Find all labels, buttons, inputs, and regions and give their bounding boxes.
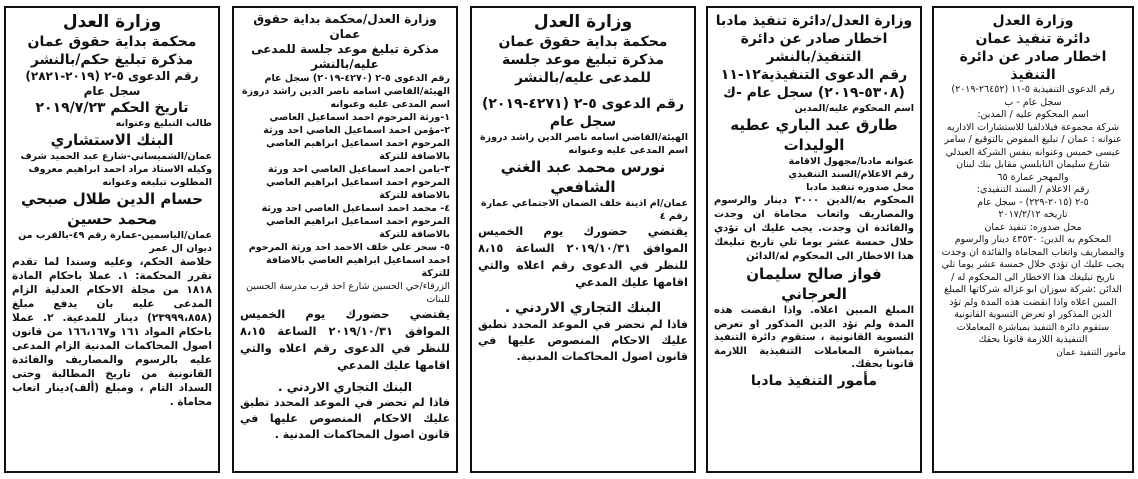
defendant-address: الزرقاء/حي الحسين شارع احد قرب مدرسة الحسين للبنات [246,281,450,305]
notice-title: اخطار صادر عن دائرة التنفيذ/بالنشر [740,31,888,65]
debtor-address: عنوانه مادبا/مجهول الاقامة [788,156,914,167]
closing-text: فاذا لم تحضر في الموعد المحدد تطبق عليك الاحكام المنصوص عليها في قانون اصول المحاكمات المدنية . [240,396,450,441]
defendant-item: ٤- محمد احمد اسماعيل العاصي احد ورثة المرحوم احمد اسماعيل ابراهيم العاصي بالاضافة للتركة [261,203,450,240]
department-name: دائرة تنفيذ عمان [975,31,1091,47]
defendant-item: ٣-يامن احمد اسماعيل العاصي احد ورثة المرحوم احمد اسماعيل ابراهيم العاصي بالاضافة للتركة [266,164,450,201]
case-register: سجل عام [549,114,617,130]
debtor-name: شركة مجموعة فيلادلفيا للاستشارات الاداريه [946,121,1120,133]
notice-title: مذكرة تبليغ موعد جلسة للمدعى عليه/بالنشر [501,52,665,86]
case-number-2: (٥٣٠٨-٢٠١٩) سجل عام -ك [723,85,905,101]
ministry-title: وزارة العدل [533,12,633,32]
debtor-address: عنوانه : عمان / تبليغ المفوض بالتوقيع / سامر عيسى خميس وعنوانه بنفس الشركة العبدلي شارع سليمان النابلسي مقابل بنك لبنان والمهجر عمارة ٦٥ [944,134,1122,183]
notice-hearing-date-1 [232,6,458,473]
notice-title: مذكرة تبليغ حكم/بالنشر [30,52,194,68]
requester-label: طالب التبليغ وعنوانه [115,118,212,129]
ministry-title: وزارة العدل [62,12,162,32]
defendant-address: عمان/ام اذينة خلف الضمان الاجتماعي عمارة رقم ٤ [481,198,688,222]
execution-body: المحكوم به الدين: ٤٣٥٣٠ دينار والرسوم والمصاريف واتعاب المحاماة والفائدة ان وجدت يجب عليك ان تؤدي خلال خمسة عشر يوما تلي تاريخ تبليغك هذا الاخطار الى المحكوم له / الدائن :شركة سوزان ابو غزاله شركاتها المبلغ المبين اعلاه واذا انقضت هذه المدة ولم تؤد الدين المذكور او تعرض التسوية القانونية ستقوم دائرة التنفيذ بمباشرة المعاملات التنفيذية اللازمة قانونا بحقك [941,234,1125,345]
case-number: رقم الدعوى ٥-٢ (٤٢٧٠-٢٠١٩) سجل عام [264,73,450,84]
court-name: محكمة بداية حقوق عمان [498,34,668,50]
issue-place: محل صدوره تنفيذ مادبا [806,182,914,193]
plaintiff-bank: البنك التجاري الاردني . [504,300,662,316]
hearing-body: يقتضي حضورك يوم الخميس الموافق ٢٠١٩/١٠/٣١ الساعة ٨،١٥ للنظر في الدعوى رقم اعلاه والتي اقامها عليك المدعي [478,224,688,289]
defendant-item: ١-ورثة المرحوم احمد اسماعيل العاصي [269,112,450,123]
signature: مأمور التنفيذ عمان [1056,347,1126,358]
header-title: وزارة العدل/محكمة بداية حقوق عمان [253,12,437,41]
notice-title: اخطار صادر عن دائرة التنفيذ [959,49,1107,83]
defendants-label: اسم المدعى عليه وعنوانه [330,99,450,110]
notice-title: مذكرة تبليغ موعد جلسة للمدعى عليه/بالنشر [251,42,439,71]
requester-address: عمان/الشميساني-شارع عبد الحميد شرف [20,151,212,162]
judgment-summary: خلاصة الحكم، وعليه وسندا لما تقدم تقرر المحكمة: ١. عملا باحكام المادة ١٨١٨ من مجلة الاحكام العدلية الزام المدعى عليه بان يدفع مبلغ (٢٣٩٩٩،٨٥٨) دينار للمدعية. ٢. عملا باحكام المواد ١٦١ و١٦٦،١٦٧ من قانون اصول المحاكمات المدنية الزام المدعى عليه بالرسوم والمصاريف والفائدة القانونية من تاريخ المطالبة وحتى السداد التام ، ومبلغ (ألف)دينار اتعاب محاماة . [12,256,213,408]
ministry-title: وزارة العدل [992,13,1074,29]
closing-text: فاذا لم تحضر في الموعد المحدد تطبق عليك الاحكام المنصوص عليها في قانون اصول المحاكمات المدنية. [478,318,688,363]
defendant-item: ٥- سحر علي خلف الاحمد احد ورثة المرحوم احمد اسماعيل ابراهيم العاصي بالاضافة للتركة [248,242,450,279]
notice-amman-execution [932,6,1134,473]
notice-madaba-execution [706,6,922,473]
defendant-address: عمان/الياسمين-عمارة رقم ٤٩-بالقرب من ديوان ال عمر [18,230,212,254]
debtor-label: اسم المحكوم عليه/المدين [794,103,914,114]
reference-date: تاريخه ٢٠١٧/٢/١٢ [998,209,1068,220]
judge-panel: الهيئة/القاضي اسامه ناصر الدين راشد دروزة [480,132,688,143]
attorney-name: وكيله الاستاذ مراد احمد ابراهيم معروف [28,164,212,175]
requester-party: البنك الاستشاري [50,131,174,149]
case-register: سجل عام - ب [1004,96,1062,108]
judge-panel: الهيئة/القاضي اسامه ناصر الدين راشد دروزة [242,86,450,97]
debtor-label: اسم المحكوم عليه / المدين: [977,109,1089,120]
defendant-name: نورس محمد عبد الغني الشافعي [500,158,666,196]
defendant-label: اسم المدعى عليه وعنوانه [568,145,688,156]
case-number: رقم الدعوى التنفيذية١٢-١١ [720,67,908,83]
execution-body-2: المبلغ المبين اعلاه. واذا انقضت هذه المدة ولم تؤد الدين المذكور او تعرض التسوية القانونية ، ستقوم دائرة التنفيذ بمباشرة المعاملات التنفيذية اللازمة قانونا بحقك. [714,305,914,370]
issue-place: محل صدوره: تنفيذ عمان [984,221,1082,233]
reference-label: رقم الاعلام / السند التنفيذي: [976,184,1090,195]
defendant-item: ٢-مؤمن احمد اسماعيل العاصي احد ورثة المرحوم احمد اسماعيل ابراهيم العاصي بالاضافة للتركة [263,125,450,162]
notice-judgment-notification [4,6,220,473]
hearing-body: يقتضي حضورك يوم الخميس الموافق ٢٠١٩/١٠/٣١ الساعة ٨،١٥ للنظر في الدعوى رقم اعلاه والتي اقامها عليك المدعي [240,307,450,372]
case-number: رقم الدعوى ٥-٢ (٤٢٧١-٢٠١٩) [481,96,685,112]
header-title: وزارة العدل/دائرة تنفيذ مادبا [715,13,913,29]
debtor-name: طارق عبد الباري عطيه الوليدات [730,116,898,154]
court-name: محكمة بداية حقوق عمان [27,34,197,50]
case-number: رقم الدعوى التنفيذية ٥-١١ (٢٦٤٥٢-٢٠١٩) [951,84,1115,95]
reference-label: رقم الاعلام/السند التنفيذي [788,169,914,180]
case-number: رقم الدعوى ٥-٢ (٢٠١٩-٢٨٢١) سجل عام [25,69,199,98]
creditor-name: فواز صالح سليمان العرجاني [746,265,882,303]
notice-hearing-date-2 [470,6,696,473]
served-label: المطلوب تبليغه وعنوانه [102,177,212,188]
plaintiff-bank: البنك التجاري الاردني . [277,380,413,394]
reference-number: ٥-٢ (٢٠١٥-٢٢٩) - سجل عام [977,196,1089,208]
judgment-date: تاريخ الحكم ٢٠١٩/٧/٢٣ [35,100,189,116]
defendant-name: حسام الدين طلال صبحي محمد حسين [20,190,204,228]
execution-body: المحكوم به/الدين ٣٠٠٠ دينار والرسوم والمصاريف واتعاب محاماة ان وجدت والفائدة ان وجدت. يجب عليك ان تؤدي خلال خمسة عشر يوما تلي تاريخ تبليغك هذا الاخطار الى المحكوم له/الدائن [714,195,915,262]
signature: مأمور التنفيذ مادبا [750,372,878,389]
